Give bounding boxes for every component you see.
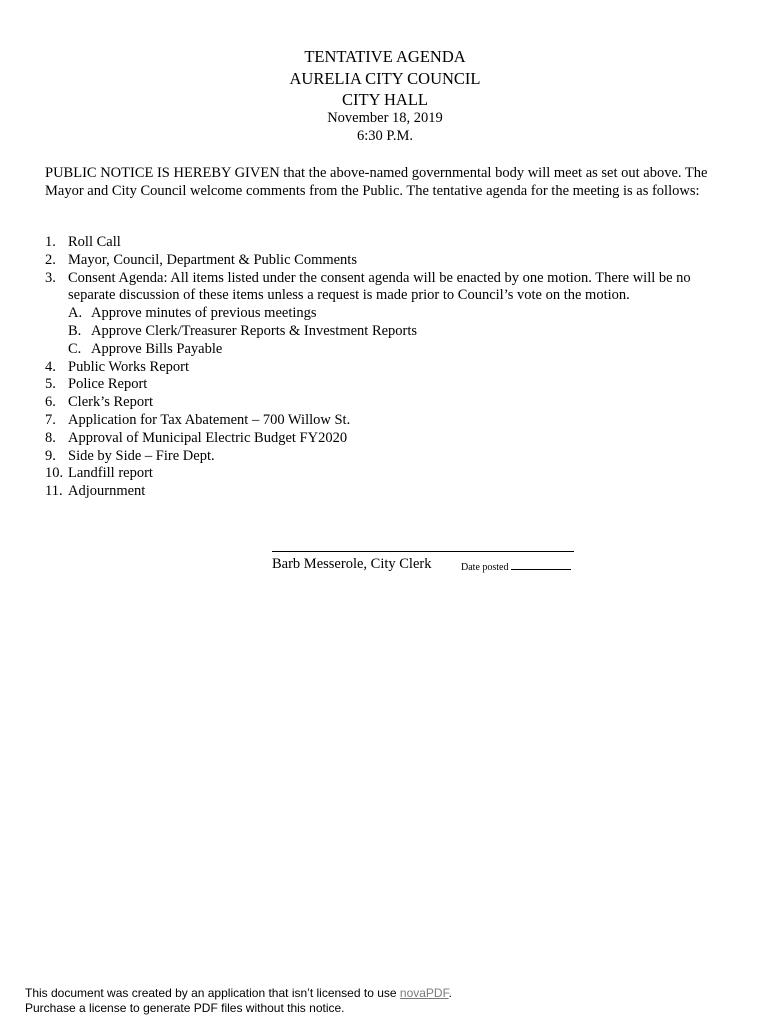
subitem-text: Approve minutes of previous meetings: [91, 305, 317, 322]
meeting-time: 6:30 P.M.: [356, 128, 413, 144]
agenda-item-electric-budget: [45, 430, 725, 448]
subitem-letter: A.: [68, 305, 83, 322]
date-posted-label: Date posted: [461, 562, 509, 573]
date-posted: [461, 560, 571, 573]
agenda-item-tax-abatement: [45, 412, 725, 430]
agenda-item-roll-call: [45, 234, 725, 252]
agenda-item-number: 7.: [45, 411, 56, 428]
license-notice-line1: [25, 986, 452, 1001]
agenda-item-consent: [45, 270, 725, 359]
agenda-item-public-works: [45, 359, 725, 377]
agenda-item-text: Roll Call: [68, 234, 121, 250]
subitem-text: Approve Clerk/Treasurer Reports & Investment Reports: [91, 322, 418, 339]
agenda-item-text: Adjournment: [68, 483, 146, 500]
agenda-item-police: [45, 376, 725, 394]
agenda-item-text: Mayor, Council, Department & Public Comments: [68, 251, 357, 268]
agenda-item-number: 4.: [45, 358, 56, 375]
agenda-item-adjournment: [45, 483, 725, 501]
license-notice-line2: Purchase a license to generate PDF files without this notice.: [25, 1001, 345, 1015]
agenda-item-number: 11.: [45, 483, 63, 500]
consent-subitem: [68, 305, 725, 323]
agenda-item-comments: [45, 252, 725, 270]
agenda-item-number: 6.: [45, 394, 56, 411]
agenda-item-number: 5.: [45, 376, 56, 393]
license-notice-suffix: .: [448, 986, 452, 1000]
meeting-location: CITY HALL: [342, 90, 428, 109]
meeting-date: November 18, 2019: [327, 110, 443, 126]
consent-subitem: [68, 323, 725, 341]
agenda-list: [45, 234, 725, 501]
agenda-item-text: Police Report: [68, 376, 148, 393]
agenda-item-text: Clerk’s Report: [68, 394, 153, 411]
agenda-item-text: Application for Tax Abatement – 700 Willow St.: [68, 411, 351, 428]
agenda-item-side-by-side: [45, 448, 725, 466]
council-name: AURELIA CITY COUNCIL: [289, 69, 481, 88]
date-posted-blank: [511, 560, 571, 570]
agenda-item-number: 10.: [45, 465, 64, 482]
agenda-item-text: Consent Agenda: All items listed under the consent agenda will be enacted by one motion. There will be no separate discussion of these items unless a request is made prior to Council’s vote on the motion.: [68, 269, 691, 304]
subitem-letter: C.: [68, 340, 82, 357]
agenda-item-text: Public Works Report: [68, 358, 190, 375]
public-notice: PUBLIC NOTICE IS HEREBY GIVEN that the above-named governmental body will meet as set out above. The Mayor and City Council welcome comments from the Public. The tentative agenda for the meeting is as follows:: [45, 165, 708, 199]
agenda-title: TENTATIVE AGENDA: [304, 47, 466, 66]
agenda-item-text: Side by Side – Fire Dept.: [68, 447, 215, 464]
signature-line: [272, 551, 574, 552]
license-notice: [25, 986, 452, 1016]
subitem-letter: B.: [68, 322, 82, 339]
license-notice-prefix: This document was created by an application that isn’t licensed to use: [25, 986, 400, 1000]
agenda-item-landfill: [45, 465, 725, 483]
agenda-item-text: Landfill report: [68, 465, 153, 482]
agenda-item-number: 2.: [45, 251, 56, 268]
consent-subitems: [68, 305, 725, 358]
agenda-item-number: 9.: [45, 447, 56, 464]
agenda-item-number: 3.: [45, 269, 56, 286]
novapdf-link[interactable]: novaPDF: [399, 986, 449, 1000]
subitem-text: Approve Bills Payable: [91, 340, 223, 357]
agenda-item-number: 1.: [45, 234, 56, 250]
signer-name: Barb Messerole, City Clerk: [272, 556, 432, 572]
consent-subitem: [68, 341, 725, 359]
agenda-item-clerk: [45, 394, 725, 412]
agenda-item-number: 8.: [45, 429, 56, 446]
agenda-item-text: Approval of Municipal Electric Budget FY2020: [68, 429, 348, 446]
